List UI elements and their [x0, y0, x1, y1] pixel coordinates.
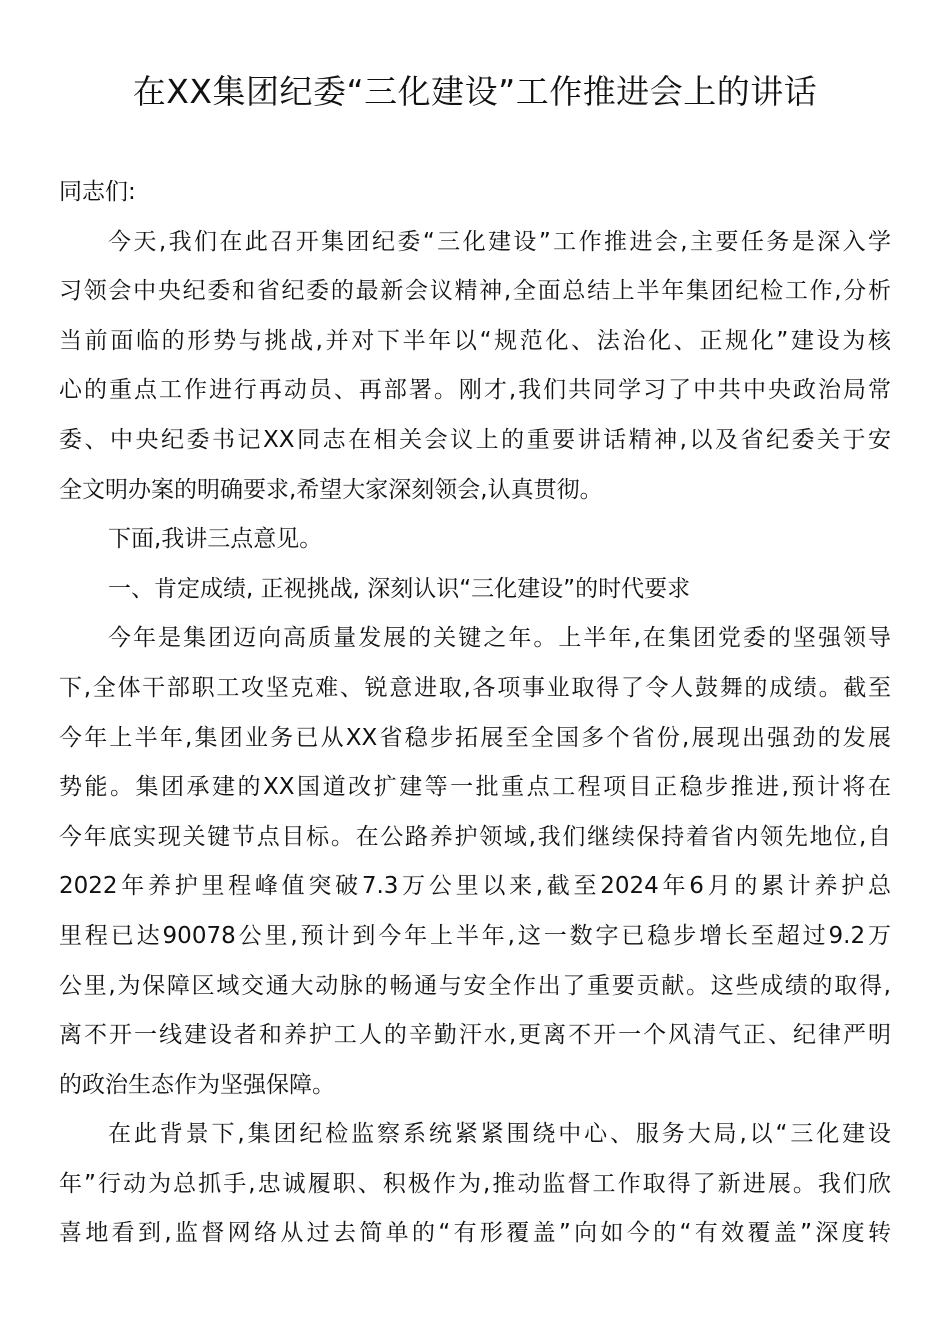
text-line: 今年底实现关键节点目标。在公路养护领域,我们继续保持着省内领先地位,自 — [59, 823, 891, 850]
paragraph — [59, 218, 891, 516]
text-line: 今年是集团迈向高质量发展的关键之年。上半年,在集团党委的坚强领导 — [108, 625, 891, 652]
text-line: 一、肯定成绩, 正视挑战, 深刻认识“三化建设”的时代要求 — [108, 575, 691, 602]
text-line: 势能。集团承建的XX国道改扩建等一批重点工程项目正稳步推进,预计将在 — [59, 774, 891, 801]
document-body — [59, 168, 891, 1259]
text-line: 心的重点工作进行再动员、再部署。刚才,我们共同学习了中共中央政治局常 — [59, 377, 891, 404]
text-line: 全文明办案的明确要求,希望大家深刻领会,认真贯彻。 — [59, 476, 603, 503]
section-heading — [59, 565, 891, 615]
text-line: 的政治生态作为坚强保障。 — [59, 1071, 335, 1098]
text-line: 公里,为保障区域交通大动脉的畅通与安全作出了重要贡献。这些成绩的取得, — [59, 972, 891, 999]
text-line: 在此背景下,集团纪检监察系统紧紧围绕中心、服务大局,以“三化建设 — [108, 1121, 891, 1148]
text-line: 习领会中央纪委和省纪委的最新会议精神,全面总结上半年集团纪检工作,分析 — [59, 278, 891, 305]
text-line: 喜地看到,监督网络从过去简单的“有形覆盖”向如今的“有效覆盖”深度转 — [59, 1220, 891, 1247]
document-title: 在XX集团纪委“三化建设”工作推进会上的讲话 — [132, 72, 818, 111]
text-line: 委、中央纪委书记XX同志在相关会议上的重要讲话精神,以及省纪委关于安 — [59, 426, 891, 453]
text-line: 里程已达90078公里,预计到今年上半年,这一数字已稳步增长至超过9.2万 — [59, 922, 891, 949]
paragraph — [59, 614, 891, 1110]
text-line: 当前面临的形势与挑战,并对下半年以“规范化、法治化、正规化”建设为核 — [59, 327, 891, 354]
paragraph — [59, 515, 891, 565]
text-line: 今年上半年,集团业务已从XX省稳步拓展至全国多个省份,展现出强劲的发展 — [59, 724, 891, 751]
text-line: 今天,我们在此召开集团纪委“三化建设”工作推进会,主要任务是深入学 — [108, 228, 891, 255]
text-line: 下,全体干部职工攻坚克难、锐意进取,各项事业取得了令人鼓舞的成绩。截至 — [59, 674, 891, 701]
text-line: 下面,我讲三点意见。 — [108, 526, 323, 553]
paragraph — [59, 1110, 891, 1259]
text-line: 离不开一线建设者和养护工人的辛勤汗水,更离不开一个风清气正、纪律严明 — [59, 1022, 891, 1049]
text-line: 2022年养护里程峰值突破7.3万公里以来,截至2024年6月的累计养护总 — [59, 873, 891, 900]
text-line: 年”行动为总抓手,忠诚履职、积极作为,推动监督工作取得了新进展。我们欣 — [59, 1170, 891, 1197]
salutation: 同志们: — [59, 179, 136, 205]
